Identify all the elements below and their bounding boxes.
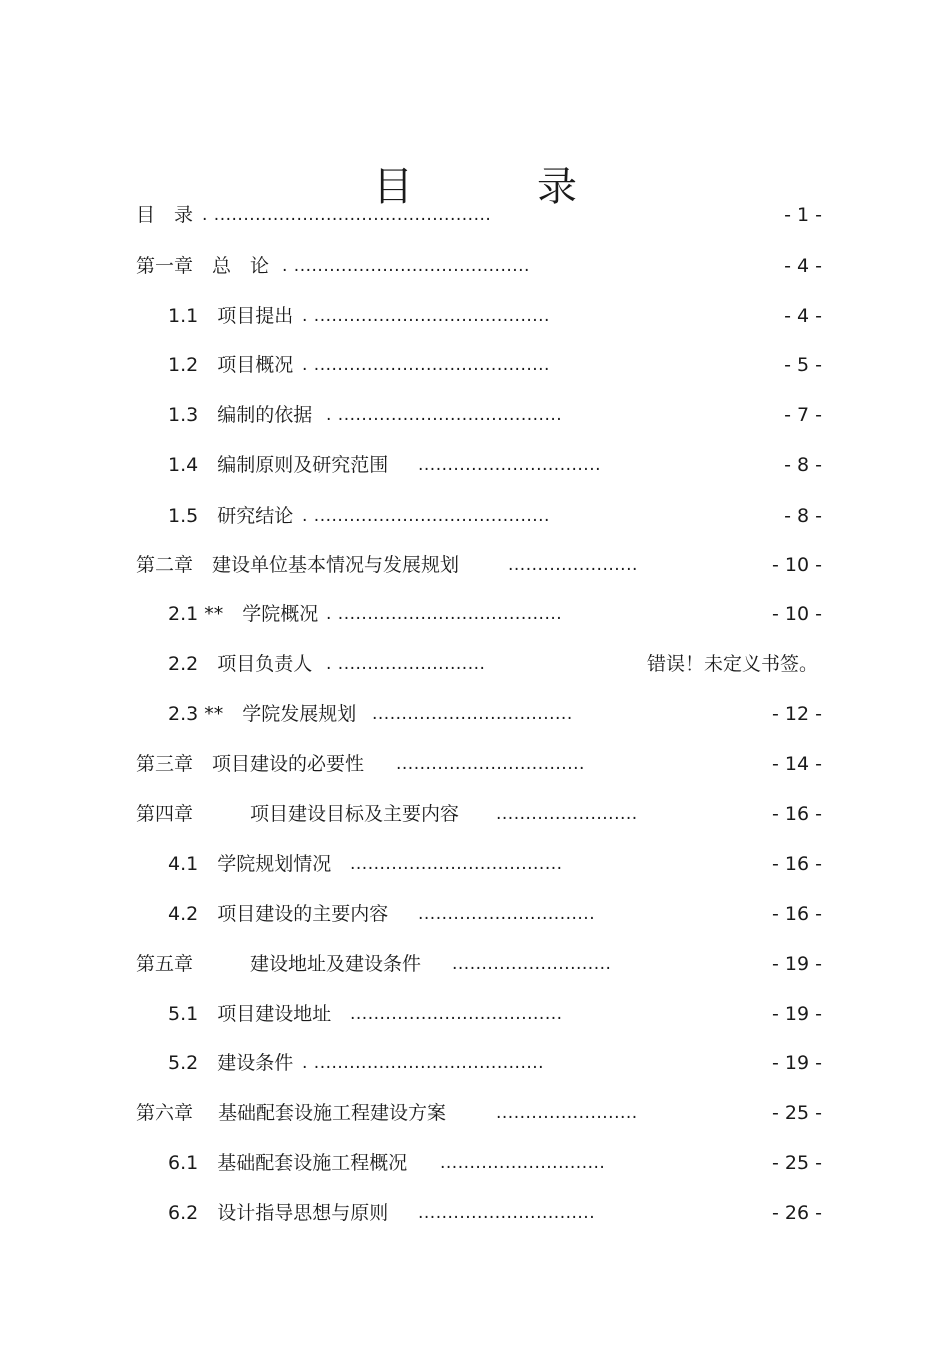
toc-entry-label: 第三章 项目建设的必要性 xyxy=(136,753,365,775)
toc-entry[interactable] xyxy=(0,750,950,778)
toc-entry-label: 1.1 项目提出 xyxy=(168,305,294,327)
toc-page-number: - 25 - xyxy=(772,1152,822,1174)
toc-entry[interactable] xyxy=(0,351,950,379)
toc-entry[interactable] xyxy=(0,1149,950,1177)
toc-entry-label: 1.3 编制的依据 xyxy=(168,404,313,426)
toc-page-number: - 8 - xyxy=(784,454,822,476)
toc-page-number: - 4 - xyxy=(784,305,822,327)
toc-entry-label: 第一章 总 论 xyxy=(136,255,270,277)
toc-entry[interactable] xyxy=(0,650,950,678)
toc-entry[interactable] xyxy=(0,800,950,828)
toc-entry[interactable] xyxy=(0,900,950,928)
toc-entry-label: 5.2 建设条件 xyxy=(168,1052,294,1074)
toc-leader: . ....................................... xyxy=(302,1053,545,1073)
toc-entry[interactable] xyxy=(0,401,950,429)
toc-leader: ............................... xyxy=(418,455,602,475)
toc-leader: . ........................................ xyxy=(302,355,550,375)
toc-entry-label: 第四章 项目建设目标及主要内容 xyxy=(136,803,460,825)
toc-leader: . ........................................ xyxy=(302,506,550,526)
toc-leader: ............................ xyxy=(440,1153,606,1173)
toc-page-number: - 19 - xyxy=(772,1003,822,1025)
toc-entry[interactable] xyxy=(0,850,950,878)
toc-entry-label: 1.5 研究结论 xyxy=(168,505,294,527)
toc-page-number: - 4 - xyxy=(784,255,822,277)
toc-entry-label: 5.1 项目建设地址 xyxy=(168,1003,332,1025)
toc-leader: . ...................................... xyxy=(326,405,563,425)
toc-page-number: - 5 - xyxy=(784,354,822,376)
toc-entry-label: 第五章 建设地址及建设条件 xyxy=(136,953,422,975)
toc-entry[interactable] xyxy=(0,502,950,530)
toc-leader: ................................ xyxy=(396,754,585,774)
toc-leader: ........................ xyxy=(496,804,638,824)
toc-entry-label: 1.4 编制原则及研究范围 xyxy=(168,454,389,476)
toc-leader: . ............................................... xyxy=(202,205,492,225)
toc-leader: . ......................... xyxy=(326,654,486,674)
toc-page-number: - 1 - xyxy=(784,204,822,226)
toc-leader: .................................... xyxy=(350,1004,563,1024)
toc-page-number: - 16 - xyxy=(772,803,822,825)
toc-entry[interactable] xyxy=(0,201,950,229)
toc-entry[interactable] xyxy=(0,451,950,479)
toc-entry-label: 2.2 项目负责人 xyxy=(168,653,313,675)
toc-entry-label: 2.3 ** 学院发展规划 xyxy=(168,703,357,725)
toc-entry-label: 第二章 建设单位基本情况与发展规划 xyxy=(136,554,460,576)
toc-page-number: - 16 - xyxy=(772,903,822,925)
toc-entry[interactable] xyxy=(0,1000,950,1028)
toc-page-number: - 16 - xyxy=(772,853,822,875)
toc-leader: . ........................................ xyxy=(282,256,530,276)
toc-entry[interactable] xyxy=(0,950,950,978)
toc-entry[interactable] xyxy=(0,551,950,579)
toc-entry[interactable] xyxy=(0,1199,950,1227)
toc-page-number: - 26 - xyxy=(772,1202,822,1224)
toc-leader: . ...................................... xyxy=(326,604,563,624)
toc-page-number: - 10 - xyxy=(772,603,822,625)
toc-entry-label: 6.1 基础配套设施工程概况 xyxy=(168,1152,408,1174)
toc-entry-label: 4.2 项目建设的主要内容 xyxy=(168,903,389,925)
toc-leader: . ........................................ xyxy=(302,306,550,326)
toc-leader: ........................... xyxy=(452,954,612,974)
toc-entry[interactable] xyxy=(0,252,950,280)
toc-leader: .................................. xyxy=(372,704,573,724)
toc-page-number: - 8 - xyxy=(784,505,822,527)
toc-page-number: - 10 - xyxy=(772,554,822,576)
toc-entry-label: 4.1 学院规划情况 xyxy=(168,853,332,875)
toc-leader: .................................... xyxy=(350,854,563,874)
toc-page-number: 错误！未定义书签。 xyxy=(646,653,818,675)
toc-entry-label: 1.2 项目概况 xyxy=(168,354,294,376)
toc-entry[interactable] xyxy=(0,1049,950,1077)
toc-leader: ...................... xyxy=(508,555,638,575)
toc-leader: .............................. xyxy=(418,904,596,924)
toc-page-number: - 14 - xyxy=(772,753,822,775)
toc-entry-label: 第六章 基础配套设施工程建设方案 xyxy=(136,1102,447,1124)
toc-entry-label: 6.2 设计指导思想与原则 xyxy=(168,1202,389,1224)
toc-entry[interactable] xyxy=(0,600,950,628)
toc-entry-label: 2.1 ** 学院概况 xyxy=(168,603,319,625)
toc-page-number: - 25 - xyxy=(772,1102,822,1124)
toc-entry[interactable] xyxy=(0,1099,950,1127)
toc-leader: .............................. xyxy=(418,1203,596,1223)
toc-entry[interactable] xyxy=(0,302,950,330)
page-title: 目 录 xyxy=(373,163,619,210)
toc-entry-label: 目 录 xyxy=(136,204,194,226)
toc-entry[interactable] xyxy=(0,700,950,728)
toc-page-number: - 19 - xyxy=(772,1052,822,1074)
toc-page-number: - 7 - xyxy=(784,404,822,426)
toc-page-number: - 12 - xyxy=(772,703,822,725)
toc-page-number: - 19 - xyxy=(772,953,822,975)
toc-leader: ........................ xyxy=(496,1103,638,1123)
